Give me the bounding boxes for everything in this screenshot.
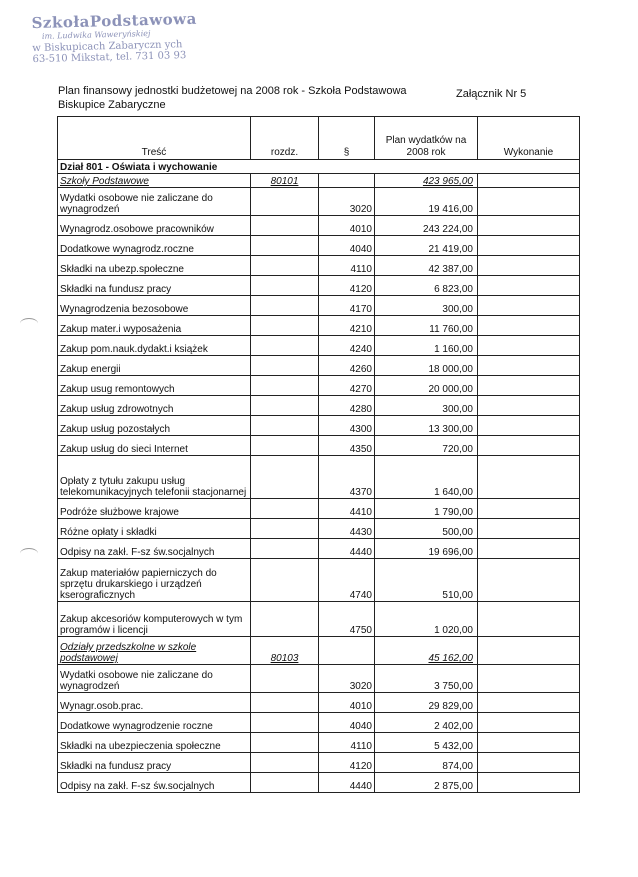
cell-wykonanie: [478, 693, 580, 713]
cell-wykonanie: [478, 733, 580, 753]
cell-rozdz: [251, 456, 319, 499]
cell-wykonanie: [478, 773, 580, 793]
header-tresc: Treść: [58, 117, 251, 160]
cell-rozdz: [251, 356, 319, 376]
cell-tresc: Składki na ubezpieczenia społeczne: [58, 733, 251, 753]
cell-wykonanie: [478, 519, 580, 539]
cell-tresc: Zakup mater.i wyposażenia: [58, 316, 251, 336]
cell-rozdz: [251, 539, 319, 559]
cell-tresc: Odziały przedszkolne w szkole podstawowej: [58, 637, 251, 665]
table-row: [58, 753, 580, 773]
table-row: [58, 376, 580, 396]
cell-wykonanie: [478, 456, 580, 499]
cell-plan: 300,00: [375, 396, 478, 416]
cell-wykonanie: [478, 396, 580, 416]
cell-paragraph: 4170: [319, 296, 375, 316]
margin-mark: [20, 548, 38, 559]
cell-wykonanie: [478, 713, 580, 733]
cell-wykonanie: [478, 376, 580, 396]
cell-plan: 19 696,00: [375, 539, 478, 559]
cell-rozdz: [251, 316, 319, 336]
cell-paragraph: 4740: [319, 559, 375, 602]
table-row: [58, 396, 580, 416]
cell-plan: 5 432,00: [375, 733, 478, 753]
table-row: [58, 416, 580, 436]
cell-tresc: Wynagrodzenia bezosobowe: [58, 296, 251, 316]
table-row: [58, 665, 580, 693]
stamp-line-3: w Biskupicach Zabaryczn ych: [32, 39, 183, 55]
table-row: [58, 539, 580, 559]
table-row: [58, 436, 580, 456]
table-row: [58, 733, 580, 753]
table-row: [58, 216, 580, 236]
cell-plan: 21 419,00: [375, 236, 478, 256]
cell-wykonanie: [478, 637, 580, 665]
cell-paragraph: 4440: [319, 539, 375, 559]
cell-plan: 300,00: [375, 296, 478, 316]
table-row: [58, 356, 580, 376]
cell-paragraph: 4040: [319, 713, 375, 733]
cell-plan: 42 387,00: [375, 256, 478, 276]
cell-plan: 45 162,00: [375, 637, 478, 665]
cell-rozdz: [251, 436, 319, 456]
cell-tresc: Zakup materiałów papierniczych do sprzętu drukarskiego i urządzeń kserograficznych: [58, 559, 251, 602]
cell-wykonanie: [478, 336, 580, 356]
cell-paragraph: 4410: [319, 499, 375, 519]
cell-rozdz: [251, 693, 319, 713]
cell-plan: 720,00: [375, 436, 478, 456]
cell-tresc: Zakup akcesoriów komputerowych w tym programów i licencji: [58, 602, 251, 637]
cell-wykonanie: [478, 753, 580, 773]
cell-paragraph: 4110: [319, 256, 375, 276]
table-row: [58, 602, 580, 637]
cell-plan: 20 000,00: [375, 376, 478, 396]
cell-paragraph: 4110: [319, 733, 375, 753]
cell-rozdz: [251, 499, 319, 519]
table-row: [58, 276, 580, 296]
title-line-2: Biskupice Zabaryczne: [58, 99, 166, 111]
header-wykonanie: Wykonanie: [478, 117, 580, 160]
cell-tresc: Odpisy na zakł. F-sz św.socjalnych: [58, 539, 251, 559]
table-row: [58, 773, 580, 793]
cell-paragraph: 4260: [319, 356, 375, 376]
cell-plan: 1 790,00: [375, 499, 478, 519]
cell-paragraph: 4240: [319, 336, 375, 356]
cell-tresc: Zakup usług do sieci Internet: [58, 436, 251, 456]
cell-plan: 243 224,00: [375, 216, 478, 236]
cell-plan: 510,00: [375, 559, 478, 602]
cell-wykonanie: [478, 436, 580, 456]
cell-rozdz: [251, 519, 319, 539]
cell-rozdz: [251, 236, 319, 256]
cell-rozdz: [251, 416, 319, 436]
cell-tresc: Różne opłaty i składki: [58, 519, 251, 539]
table-row: [58, 174, 580, 188]
cell-paragraph: 3020: [319, 665, 375, 693]
cell-rozdz: [251, 753, 319, 773]
cell-plan: 1 020,00: [375, 602, 478, 637]
cell-tresc: Składki na fundusz pracy: [58, 753, 251, 773]
cell-tresc: Wynagr.osob.prac.: [58, 693, 251, 713]
cell-rozdz: [251, 188, 319, 216]
cell-tresc: Zakup usug remontowych: [58, 376, 251, 396]
table-row: [58, 256, 580, 276]
cell-wykonanie: [478, 188, 580, 216]
cell-rozdz: 80101: [251, 174, 319, 188]
cell-paragraph: 4300: [319, 416, 375, 436]
cell-paragraph: 4370: [319, 456, 375, 499]
cell-paragraph: [319, 637, 375, 665]
cell-tresc: Wydatki osobowe nie zaliczane do wynagrodzeń: [58, 188, 251, 216]
cell-plan: 19 416,00: [375, 188, 478, 216]
school-stamp: [31, 9, 198, 66]
cell-rozdz: [251, 276, 319, 296]
cell-plan: 2 875,00: [375, 773, 478, 793]
section-title: Dział 801 - Oświata i wychowanie: [58, 160, 580, 174]
stamp-line-4: 63-510 Mikstat, tel. 731 03 93: [32, 50, 187, 66]
cell-tresc: Dodatkowe wynagrodzenie roczne: [58, 713, 251, 733]
cell-wykonanie: [478, 559, 580, 602]
cell-paragraph: 4270: [319, 376, 375, 396]
cell-plan: 6 823,00: [375, 276, 478, 296]
annex-number: Załącznik Nr 5: [456, 88, 527, 100]
cell-tresc: Zakup usług pozostałych: [58, 416, 251, 436]
cell-paragraph: 4010: [319, 693, 375, 713]
cell-tresc: Składki na ubezp.społeczne: [58, 256, 251, 276]
cell-paragraph: 4350: [319, 436, 375, 456]
cell-rozdz: [251, 602, 319, 637]
table-row: [58, 519, 580, 539]
cell-rozdz: [251, 713, 319, 733]
cell-plan: 11 760,00: [375, 316, 478, 336]
cell-rozdz: [251, 396, 319, 416]
cell-paragraph: 4210: [319, 316, 375, 336]
cell-wykonanie: [478, 256, 580, 276]
table-row: [58, 188, 580, 216]
cell-plan: 29 829,00: [375, 693, 478, 713]
cell-wykonanie: [478, 416, 580, 436]
margin-mark: [20, 318, 38, 329]
cell-tresc: Podróże służbowe krajowe: [58, 499, 251, 519]
cell-rozdz: [251, 665, 319, 693]
cell-tresc: Szkoły Podstawowe: [58, 174, 251, 188]
header-plan: Plan wydatków na 2008 rok: [375, 117, 478, 160]
table-row: [58, 236, 580, 256]
cell-paragraph: 4750: [319, 602, 375, 637]
stamp-line-1: SzkołaPodstawowa: [31, 9, 198, 33]
cell-wykonanie: [478, 316, 580, 336]
cell-paragraph: [319, 174, 375, 188]
cell-wykonanie: [478, 216, 580, 236]
cell-plan: 874,00: [375, 753, 478, 773]
cell-wykonanie: [478, 296, 580, 316]
table-row: [58, 499, 580, 519]
table-row: [58, 336, 580, 356]
cell-rozdz: [251, 559, 319, 602]
cell-paragraph: 4010: [319, 216, 375, 236]
cell-plan: 1 160,00: [375, 336, 478, 356]
cell-paragraph: 4040: [319, 236, 375, 256]
table-row: [58, 637, 580, 665]
document-title: [58, 84, 418, 112]
cell-paragraph: 3020: [319, 188, 375, 216]
cell-plan: 2 402,00: [375, 713, 478, 733]
cell-tresc: Składki na fundusz pracy: [58, 276, 251, 296]
cell-tresc: Opłaty z tytułu zakupu usług telekomunikacyjnych telefonii stacjonarnej: [58, 456, 251, 499]
table-header-row: [58, 117, 580, 160]
cell-rozdz: [251, 256, 319, 276]
cell-wykonanie: [478, 602, 580, 637]
cell-paragraph: 4120: [319, 753, 375, 773]
cell-paragraph: 4440: [319, 773, 375, 793]
cell-tresc: Wynagrodz.osobowe pracowników: [58, 216, 251, 236]
table-row: [58, 316, 580, 336]
cell-tresc: Odpisy na zakł. F-sz św.socjalnych: [58, 773, 251, 793]
cell-tresc: Zakup usług zdrowotnych: [58, 396, 251, 416]
cell-plan: 500,00: [375, 519, 478, 539]
cell-rozdz: [251, 336, 319, 356]
cell-wykonanie: [478, 276, 580, 296]
cell-rozdz: 80103: [251, 637, 319, 665]
cell-rozdz: [251, 216, 319, 236]
cell-tresc: Zakup pom.nauk.dydakt.i książek: [58, 336, 251, 356]
cell-rozdz: [251, 773, 319, 793]
header-rozdz: rozdz.: [251, 117, 319, 160]
section-row: [58, 160, 580, 174]
cell-rozdz: [251, 296, 319, 316]
cell-plan: 423 965,00: [375, 174, 478, 188]
cell-wykonanie: [478, 236, 580, 256]
cell-wykonanie: [478, 174, 580, 188]
title-line-1: Plan finansowy jednostki budżetowej na 2008 rok - Szkoła Podstawowa: [58, 85, 407, 97]
cell-plan: 18 000,00: [375, 356, 478, 376]
table-row: [58, 713, 580, 733]
cell-paragraph: 4120: [319, 276, 375, 296]
cell-paragraph: 4430: [319, 519, 375, 539]
cell-wykonanie: [478, 539, 580, 559]
cell-tresc: Dodatkowe wynagrodz.roczne: [58, 236, 251, 256]
cell-plan: 1 640,00: [375, 456, 478, 499]
stamp-line-2: im. Ludwika Waweryńskiej: [41, 28, 151, 41]
header-paragraph: §: [319, 117, 375, 160]
table-row: [58, 456, 580, 499]
table-row: [58, 693, 580, 713]
cell-rozdz: [251, 376, 319, 396]
cell-wykonanie: [478, 665, 580, 693]
cell-plan: 3 750,00: [375, 665, 478, 693]
cell-plan: 13 300,00: [375, 416, 478, 436]
budget-table: [57, 116, 580, 793]
cell-tresc: Wydatki osobowe nie zaliczane do wynagrodzeń: [58, 665, 251, 693]
cell-wykonanie: [478, 356, 580, 376]
cell-wykonanie: [478, 499, 580, 519]
cell-tresc: Zakup energii: [58, 356, 251, 376]
cell-rozdz: [251, 733, 319, 753]
table-row: [58, 296, 580, 316]
table-row: [58, 559, 580, 602]
cell-paragraph: 4280: [319, 396, 375, 416]
